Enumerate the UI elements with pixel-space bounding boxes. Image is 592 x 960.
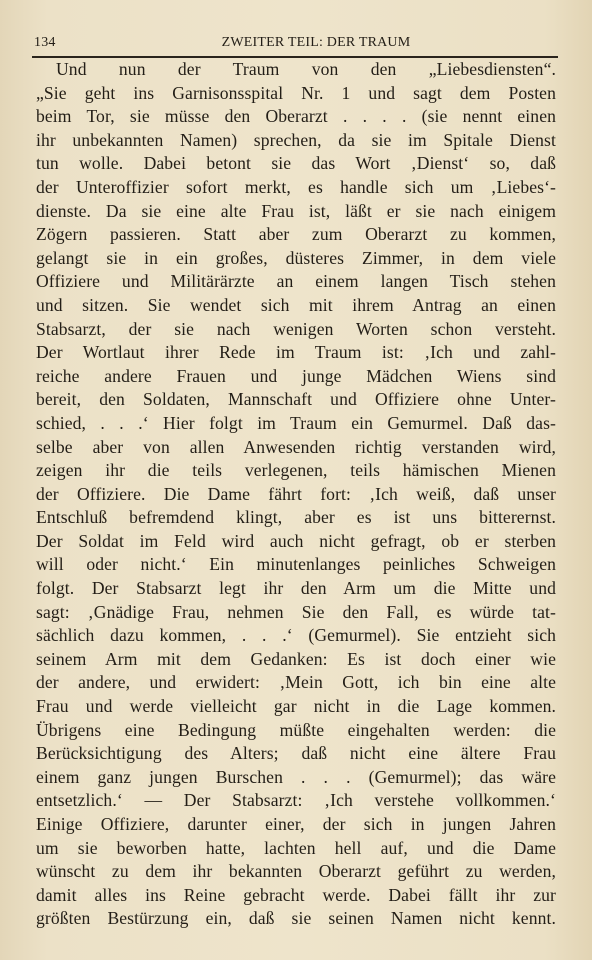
page-header — [32, 32, 560, 54]
text-line: sächlich dazu kommen, . . .‘ (Gemurmel). Sie entzieht sich — [36, 625, 556, 646]
text-line: „Sie geht ins Garnisonsspital Nr. 1 und sagt dem Posten — [36, 82, 556, 103]
text-line: Entschluß befremdend klingt, aber es ist uns bitterernst. — [36, 507, 556, 528]
running-title: ZWEITER TEIL: DER TRAUM — [221, 35, 411, 50]
text-line: Übrigens eine Bedingung müßte eingehalten werden: die — [36, 719, 556, 740]
text-line: einem ganz jungen Burschen . . . (Gemurmel); das wäre — [36, 766, 556, 787]
text-line: Der Soldat im Feld wird auch nicht gefragt, ob er sterben — [36, 530, 556, 551]
text-line: dienste. Da sie eine alte Frau ist, läßt er sie nach einigem — [36, 200, 556, 221]
text-line: folgt. Der Stabsarzt legt ihr den Arm um die Mitte und — [36, 578, 556, 599]
text-line: Der Wortlaut ihrer Rede im Traum ist: ‚Ich und zahl- — [36, 342, 556, 363]
text-line: reiche andere Frauen und junge Mädchen Wiens sind — [36, 365, 556, 386]
text-line: entsetzlich.‘ — Der Stabsarzt: ‚Ich verstehe vollkommen.‘ — [36, 790, 556, 811]
text-line: damit alles ins Reine gebracht werde. Dabei fällt ihr zur — [36, 884, 556, 905]
text-line: Einige Offiziere, darunter einer, der sich in jungen Jahren — [36, 814, 556, 834]
text-line: sagt: ‚Gnädige Frau, nehmen Sie den Fall, es würde tat- — [36, 601, 556, 622]
text-line: wünscht zu dem ihr bekannten Oberarzt geführt zu werden, — [36, 861, 556, 882]
text-line: der Unteroffizier sofort merkt, es handle sich um ‚Liebes‘- — [36, 176, 556, 197]
text-line: schied, . . .‘ Hier folgt im Traum ein Gemurmel. Daß das- — [36, 412, 556, 433]
body-text — [36, 58, 556, 931]
page-number: 134 — [34, 35, 56, 50]
text-line: bereit, den Soldaten, Mannschaft und Offiziere ohne Unter- — [36, 389, 556, 410]
text-line: um sie beworben hatte, lachten hell auf, und die Dame — [36, 837, 556, 858]
text-line: Zögern passieren. Statt aber zum Oberarzt zu kommen, — [36, 224, 556, 245]
text-line: tun wolle. Dabei betont sie das Wort ‚Dienst‘ so, daß — [36, 153, 556, 174]
text-line: Und nun der Traum von den „Liebesdiensten“. — [56, 59, 556, 79]
text-line: größten Bestürzung ein, daß sie seinen Namen nicht kennt. — [36, 908, 556, 929]
text-line: Frau und werde vielleicht gar nicht in die Lage kommen. — [36, 696, 556, 717]
text-line: der andere, und erwidert: ‚Mein Gott, ich bin eine alte — [36, 672, 556, 693]
text-line: Stabsarzt, der sie nach wenigen Worten schon versteht. — [36, 318, 556, 339]
text-line: zeigen ihr die teils verlegenen, teils hämischen Mienen — [36, 460, 556, 481]
text-line: der Offiziere. Die Dame fährt fort: ‚Ich weiß, daß unser — [36, 483, 556, 504]
text-line: Berücksichtigung des Alters; daß nicht eine ältere Frau — [36, 743, 556, 764]
text-line: will oder nicht.‘ Ein minutenlanges peinliches Schweigen — [36, 554, 556, 575]
text-line: und sitzen. Sie wendet sich mit ihrem Antrag an einen — [36, 294, 556, 315]
text-line: seinem Arm mit dem Gedanken: Es ist doch einer wie — [36, 648, 556, 669]
text-line: selbe aber von allen Anwesenden richtig verstanden wird, — [36, 436, 556, 457]
text-line: ihr unbekannten Namen) sprechen, da sie im Spitale Dienst — [36, 129, 556, 150]
text-line: beim Tor, sie müsse den Oberarzt . . . . (sie nennt einen — [36, 106, 556, 127]
text-line: Offiziere und Militärärzte an einem langen Tisch stehen — [36, 271, 556, 292]
text-line: gelangt sie in ein großes, düsteres Zimmer, in dem viele — [36, 247, 556, 268]
